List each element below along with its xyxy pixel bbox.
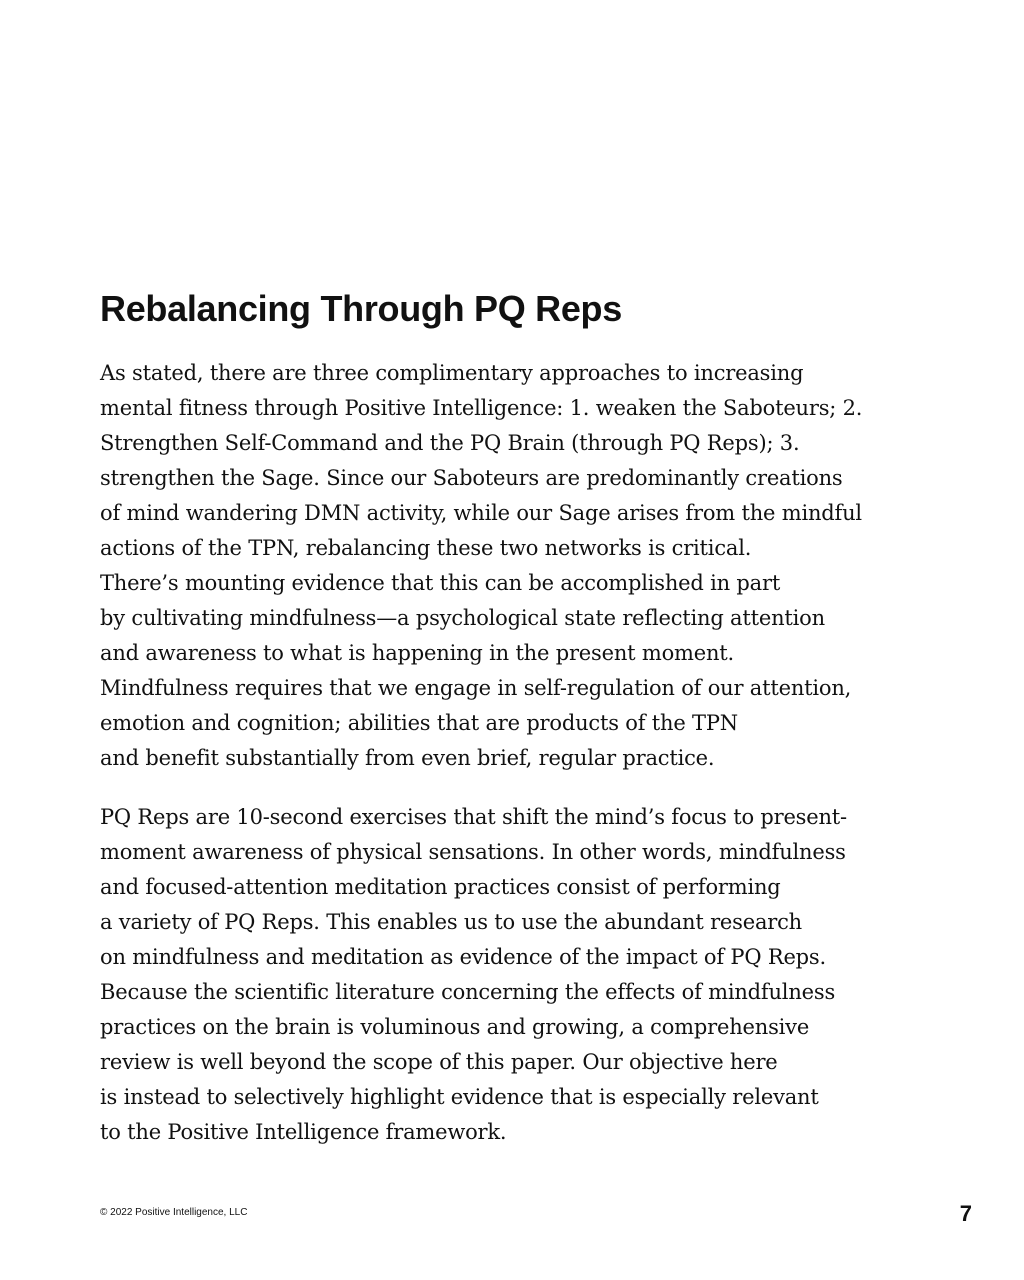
body-paragraph	[100, 356, 862, 776]
text-line: and awareness to what is happening in the present moment.	[100, 641, 735, 665]
text-line: moment awareness of physical sensations. In other words, mindfulness	[100, 840, 846, 864]
text-line: to the Positive Intelligence framework.	[100, 1120, 507, 1144]
text-line: As stated, there are three complimentary approaches to increasing	[100, 361, 804, 385]
text-line: PQ Reps are 10-second exercises that shift the mind’s focus to present-	[100, 805, 847, 829]
footer-copyright: © 2022 Positive Intelligence, LLC	[100, 1207, 248, 1218]
body-paragraph	[100, 800, 847, 1150]
text-line: a variety of PQ Reps. This enables us to use the abundant research	[100, 910, 803, 934]
text-line: of mind wandering DMN activity, while our Sage arises from the mindful	[100, 501, 862, 525]
text-line: by cultivating mindfulness—a psychological state reflecting attention	[100, 606, 825, 630]
text-line: Mindfulness requires that we engage in self-regulation of our attention,	[100, 676, 852, 700]
text-line: on mindfulness and meditation as evidence of the impact of PQ Reps.	[100, 945, 826, 969]
text-line: There’s mounting evidence that this can be accomplished in part	[100, 571, 781, 595]
text-line: actions of the TPN, rebalancing these two networks is critical.	[100, 536, 752, 560]
text-line: Because the scientific literature concerning the effects of mindfulness	[100, 980, 836, 1004]
text-line: review is well beyond the scope of this paper. Our objective here	[100, 1050, 778, 1074]
text-line: emotion and cognition; abilities that are products of the TPN	[100, 711, 738, 735]
page-title: Rebalancing Through PQ Reps	[100, 288, 622, 329]
text-line: and benefit substantially from even brief, regular practice.	[100, 746, 715, 770]
text-line: and focused-attention meditation practices consist of performing	[100, 875, 781, 899]
text-line: practices on the brain is voluminous and growing, a comprehensive	[100, 1015, 810, 1039]
text-line: is instead to selectively highlight evidence that is especially relevant	[100, 1085, 819, 1109]
page-number: 7	[959, 1201, 972, 1226]
text-line: strengthen the Sage. Since our Saboteurs are predominantly creations	[100, 466, 843, 490]
text-line: Strengthen Self-Command and the PQ Brain (through PQ Reps); 3.	[100, 431, 800, 455]
text-line: mental fitness through Positive Intelligence: 1. weaken the Saboteurs; 2.	[100, 396, 863, 420]
